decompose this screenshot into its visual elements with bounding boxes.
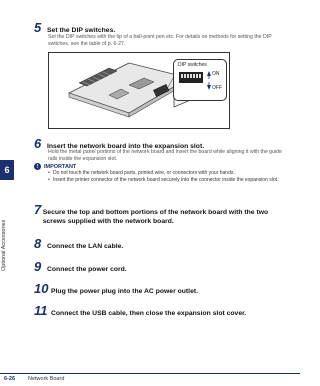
important-note bbox=[34, 163, 284, 183]
dip-switch-callout bbox=[173, 59, 227, 101]
step-8 bbox=[34, 236, 123, 251]
footer-divider bbox=[0, 373, 300, 374]
step-9 bbox=[34, 259, 127, 274]
step-number: 8 bbox=[34, 236, 42, 251]
step-number: 5 bbox=[34, 20, 42, 35]
step-heading: Connect the USB cable, then close the expansion slot cover. bbox=[51, 310, 247, 317]
important-title: IMPORTANT bbox=[44, 163, 77, 170]
step-number: 11 bbox=[34, 303, 48, 318]
step-10 bbox=[34, 281, 198, 296]
footer-title: Network Board bbox=[28, 376, 65, 382]
step-number: 9 bbox=[34, 259, 42, 274]
step-heading: Connect the LAN cable. bbox=[47, 243, 124, 250]
important-icon: ! bbox=[34, 163, 41, 170]
step-heading: Set the DIP switches. bbox=[47, 27, 116, 34]
step-5 bbox=[34, 20, 115, 35]
chapter-title: Optional Accessories bbox=[1, 219, 7, 271]
step-5-description: Set the DIP switches with the tip of a ball-point pen etc. For details on methods for setting the DIP switches, see the table of p. 6-27. bbox=[48, 34, 272, 48]
step-number: 6 bbox=[34, 136, 42, 151]
chapter-side-tab bbox=[0, 0, 14, 386]
step-heading: Secure the top and bottom portions of the network board with the two screws supplied with the network board. bbox=[42, 209, 269, 225]
step-heading: Plug the power plug into the AC power outlet. bbox=[51, 288, 199, 295]
chapter-number: 6 bbox=[0, 160, 14, 180]
step-heading: Insert the network board into the expansion slot. bbox=[47, 143, 205, 150]
step-11 bbox=[34, 303, 246, 318]
step-number: 7 bbox=[34, 202, 42, 217]
step-heading: Connect the power cord. bbox=[47, 266, 127, 273]
dip-on-label: ON bbox=[212, 71, 220, 77]
important-bullet: • Insert the printer connector of the network board securely into the connector inside the expansion slot. bbox=[48, 177, 284, 184]
network-board-figure bbox=[48, 52, 230, 129]
step-number: 10 bbox=[34, 281, 49, 296]
step-7 bbox=[34, 202, 284, 226]
step-6-description: Hold the metal panel portions of the network board and insert the board while aligning it with the guide rails inside the expansion slot. bbox=[48, 149, 282, 163]
important-heading bbox=[34, 163, 284, 170]
important-bullet: • Do not touch the network board parts, printed wire, or connectors with your hands. bbox=[48, 170, 284, 177]
page-number: 6-26 bbox=[4, 376, 16, 382]
dip-switch-detail bbox=[174, 60, 226, 100]
dip-switch-label: DIP switches bbox=[178, 62, 207, 68]
dip-off-label: OFF bbox=[212, 85, 222, 91]
